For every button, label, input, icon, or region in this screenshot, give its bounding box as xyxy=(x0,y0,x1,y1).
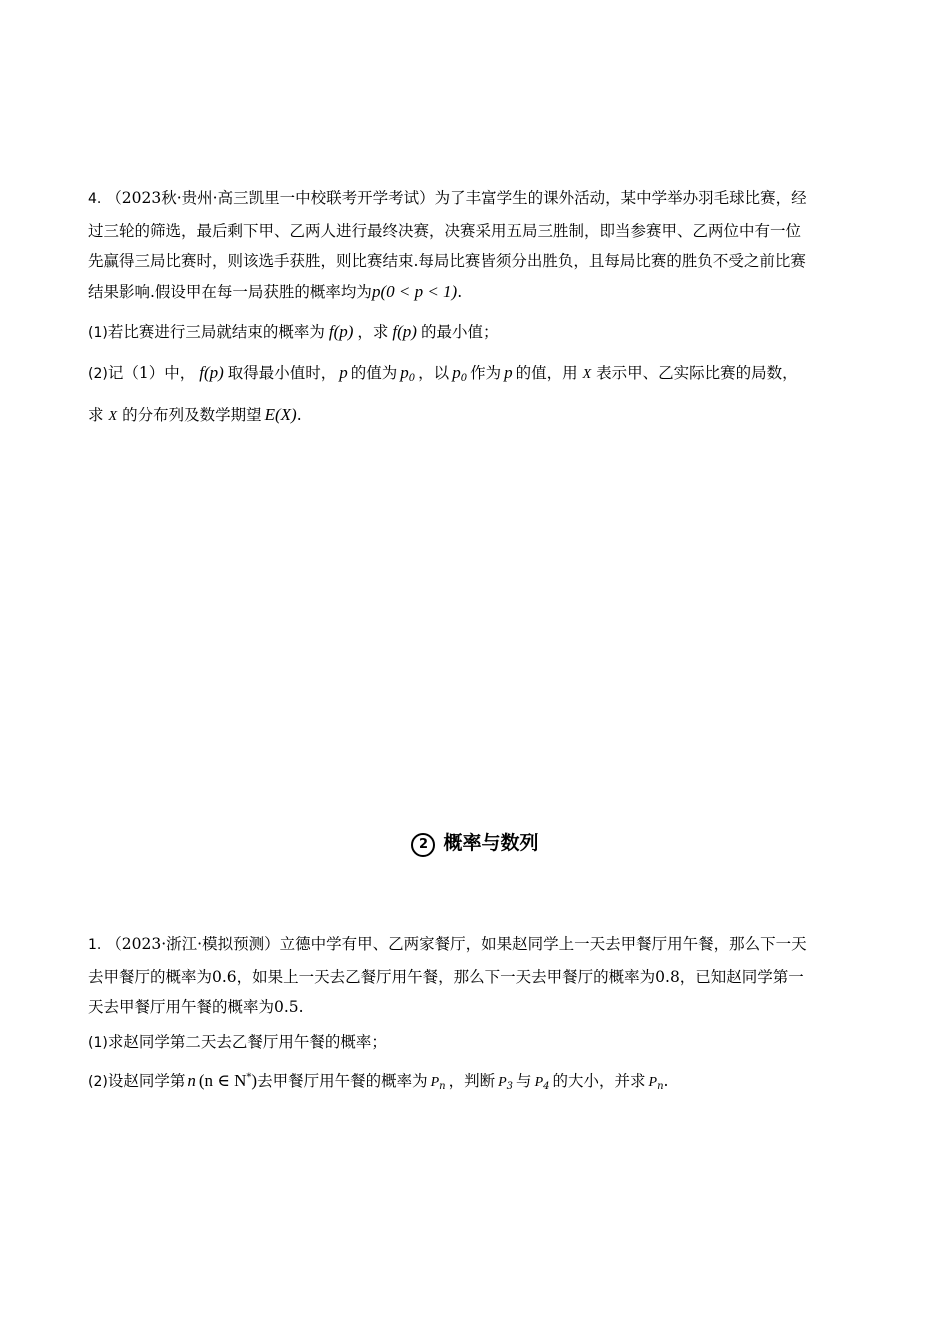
problem4-math-p-range: p(0 < p < 1) xyxy=(371,282,458,301)
problem4-q2-text-f: 的值，用 xyxy=(515,364,578,382)
problem1-q2-text-c: ，判断 xyxy=(448,1072,496,1090)
problem1-q2-sub-e: 4 xyxy=(543,1081,550,1092)
problem1-q2-math-d: P xyxy=(498,1075,507,1090)
problem1-text-line2: 去甲餐厅的概率为0.6，如果上一天去乙餐厅用午餐，那么下一天去甲餐厅的概率为0.8，已知赵同学第一 xyxy=(88,968,804,986)
problem4-q1-text-c: 的最小值； xyxy=(420,323,499,341)
problem1-q2-math-e: P xyxy=(534,1075,544,1090)
problem4-q2-text-d: ，以 xyxy=(418,364,450,382)
problem1-q2-end: . xyxy=(663,1072,669,1090)
problem4-q2-label: (2) xyxy=(88,366,108,382)
problem4-q1-text-b: ，求 xyxy=(357,323,389,341)
problem4-question2-line2 xyxy=(88,404,302,428)
problem1-number: 1. xyxy=(88,937,102,953)
section-title-text: 概率与数列 xyxy=(443,832,539,854)
problem1-q2-sub-f: n xyxy=(657,1081,664,1092)
problem4-q2-line2-text-b: 的分布列及数学期望 xyxy=(122,406,262,424)
problem1-q1-label: (1) xyxy=(88,1035,108,1051)
section-number-badge: 2 xyxy=(411,833,435,857)
problem4-text-line1: （2023秋·贵州·高三凯里一中校联考开学考试）为了丰富学生的课外活动，某中学举办羽毛球比赛，经 xyxy=(106,189,807,207)
problem4-q2-line2-math-b: E(X) xyxy=(264,405,297,424)
problem4-q2-text-a: 记（1）中， xyxy=(107,364,196,382)
problem4-q2-math-b: p xyxy=(339,363,348,382)
problem4-q2-line2-math-a: X xyxy=(108,409,118,424)
problem4-q1-label: (1) xyxy=(88,325,108,341)
problem1-line3 xyxy=(88,996,304,1018)
problem4-line1 xyxy=(88,187,807,210)
problem1-q2-math-b: (n ∈ N xyxy=(198,1071,247,1090)
problem4-q2-text-g: 表示甲、乙实际比赛的局数， xyxy=(596,364,798,382)
problem4-q2-line2-text-a: 求 xyxy=(88,406,104,424)
problem4-q1-math-a: f(p) xyxy=(328,322,354,341)
problem4-number: 4. xyxy=(88,191,102,207)
problem1-text-line1: （2023·浙江·模拟预测）立德中学有甲、乙两家餐厅，如果赵同学上一天去甲餐厅用午餐，那么下一天 xyxy=(106,935,807,953)
problem1-q2-sub-d: 3 xyxy=(506,1081,514,1092)
problem1-q1-text: 求赵同学第二天去乙餐厅用午餐的概率； xyxy=(107,1033,387,1051)
problem4-q1-math-b: f(p) xyxy=(392,322,417,341)
problem4-q2-sub-c: 0 xyxy=(408,373,416,384)
problem4-q2-text-b: 取得最小值时， xyxy=(227,364,337,382)
problem4-question2 xyxy=(88,362,798,390)
problem1-q2-text-e: 的大小，并求 xyxy=(552,1072,646,1090)
problem1-q2-text-a: 设赵同学第 xyxy=(107,1072,186,1090)
problem4-question1 xyxy=(88,321,498,344)
problem4-q2-math-f: X xyxy=(582,367,592,382)
problem4-q2-text-e: 作为 xyxy=(470,364,502,382)
section-heading xyxy=(0,828,950,857)
problem4-q2-math-e: p xyxy=(504,363,513,382)
problem1-line1 xyxy=(88,933,807,956)
problem1-q2-sup-b: * xyxy=(246,1072,252,1083)
problem4-q2-line2-end: . xyxy=(296,406,302,424)
problem1-q2-text-d: 与 xyxy=(516,1072,532,1090)
problem4-q2-text-c: 的值为 xyxy=(350,364,398,382)
problem4-line2 xyxy=(88,220,801,242)
problem4-q2-sub-d: 0 xyxy=(460,373,468,384)
problem4-q1-text-a: 若比赛进行三局就结束的概率为 xyxy=(107,323,325,341)
problem1-q2-math-a: n xyxy=(187,1071,196,1090)
problem1-q2-math-b-end: ) xyxy=(251,1071,258,1090)
problem4-line4 xyxy=(88,281,462,303)
problem1-q2-math-f: P xyxy=(648,1075,658,1090)
problem4-q2-math-d: p xyxy=(452,363,461,382)
problem1-line2 xyxy=(88,966,804,988)
problem1-q2-sub-c: n xyxy=(439,1081,446,1092)
problem4-text-line2: 过三轮的筛选，最后剩下甲、乙两人进行最终决赛，决赛采用五局三胜制，即当参赛甲、乙两位中有一位 xyxy=(88,222,802,240)
problem1-q2-math-c: P xyxy=(430,1075,440,1090)
problem4-line3 xyxy=(88,250,806,272)
problem4-q2-math-c: p xyxy=(400,363,409,382)
problem1-q2-label: (2) xyxy=(88,1074,108,1090)
problem4-text-line3: 先赢得三局比赛时，则该选手获胜，则比赛结束.每局比赛皆须分出胜负，且每局比赛的胜负不受之前比赛 xyxy=(88,252,806,270)
problem1-q2-text-b: 去甲餐厅用午餐的概率为 xyxy=(257,1072,428,1090)
problem1-question1 xyxy=(88,1031,387,1054)
problem4-line4-end: . xyxy=(457,283,463,301)
problem4-q2-math-a: f(p) xyxy=(199,363,224,382)
problem1-text-line3: 天去甲餐厅用午餐的概率为0.5. xyxy=(88,998,304,1016)
problem4-text-line4: 结果影响.假设甲在每一局获胜的概率均为 xyxy=(88,283,372,301)
problem1-question2 xyxy=(88,1067,668,1098)
